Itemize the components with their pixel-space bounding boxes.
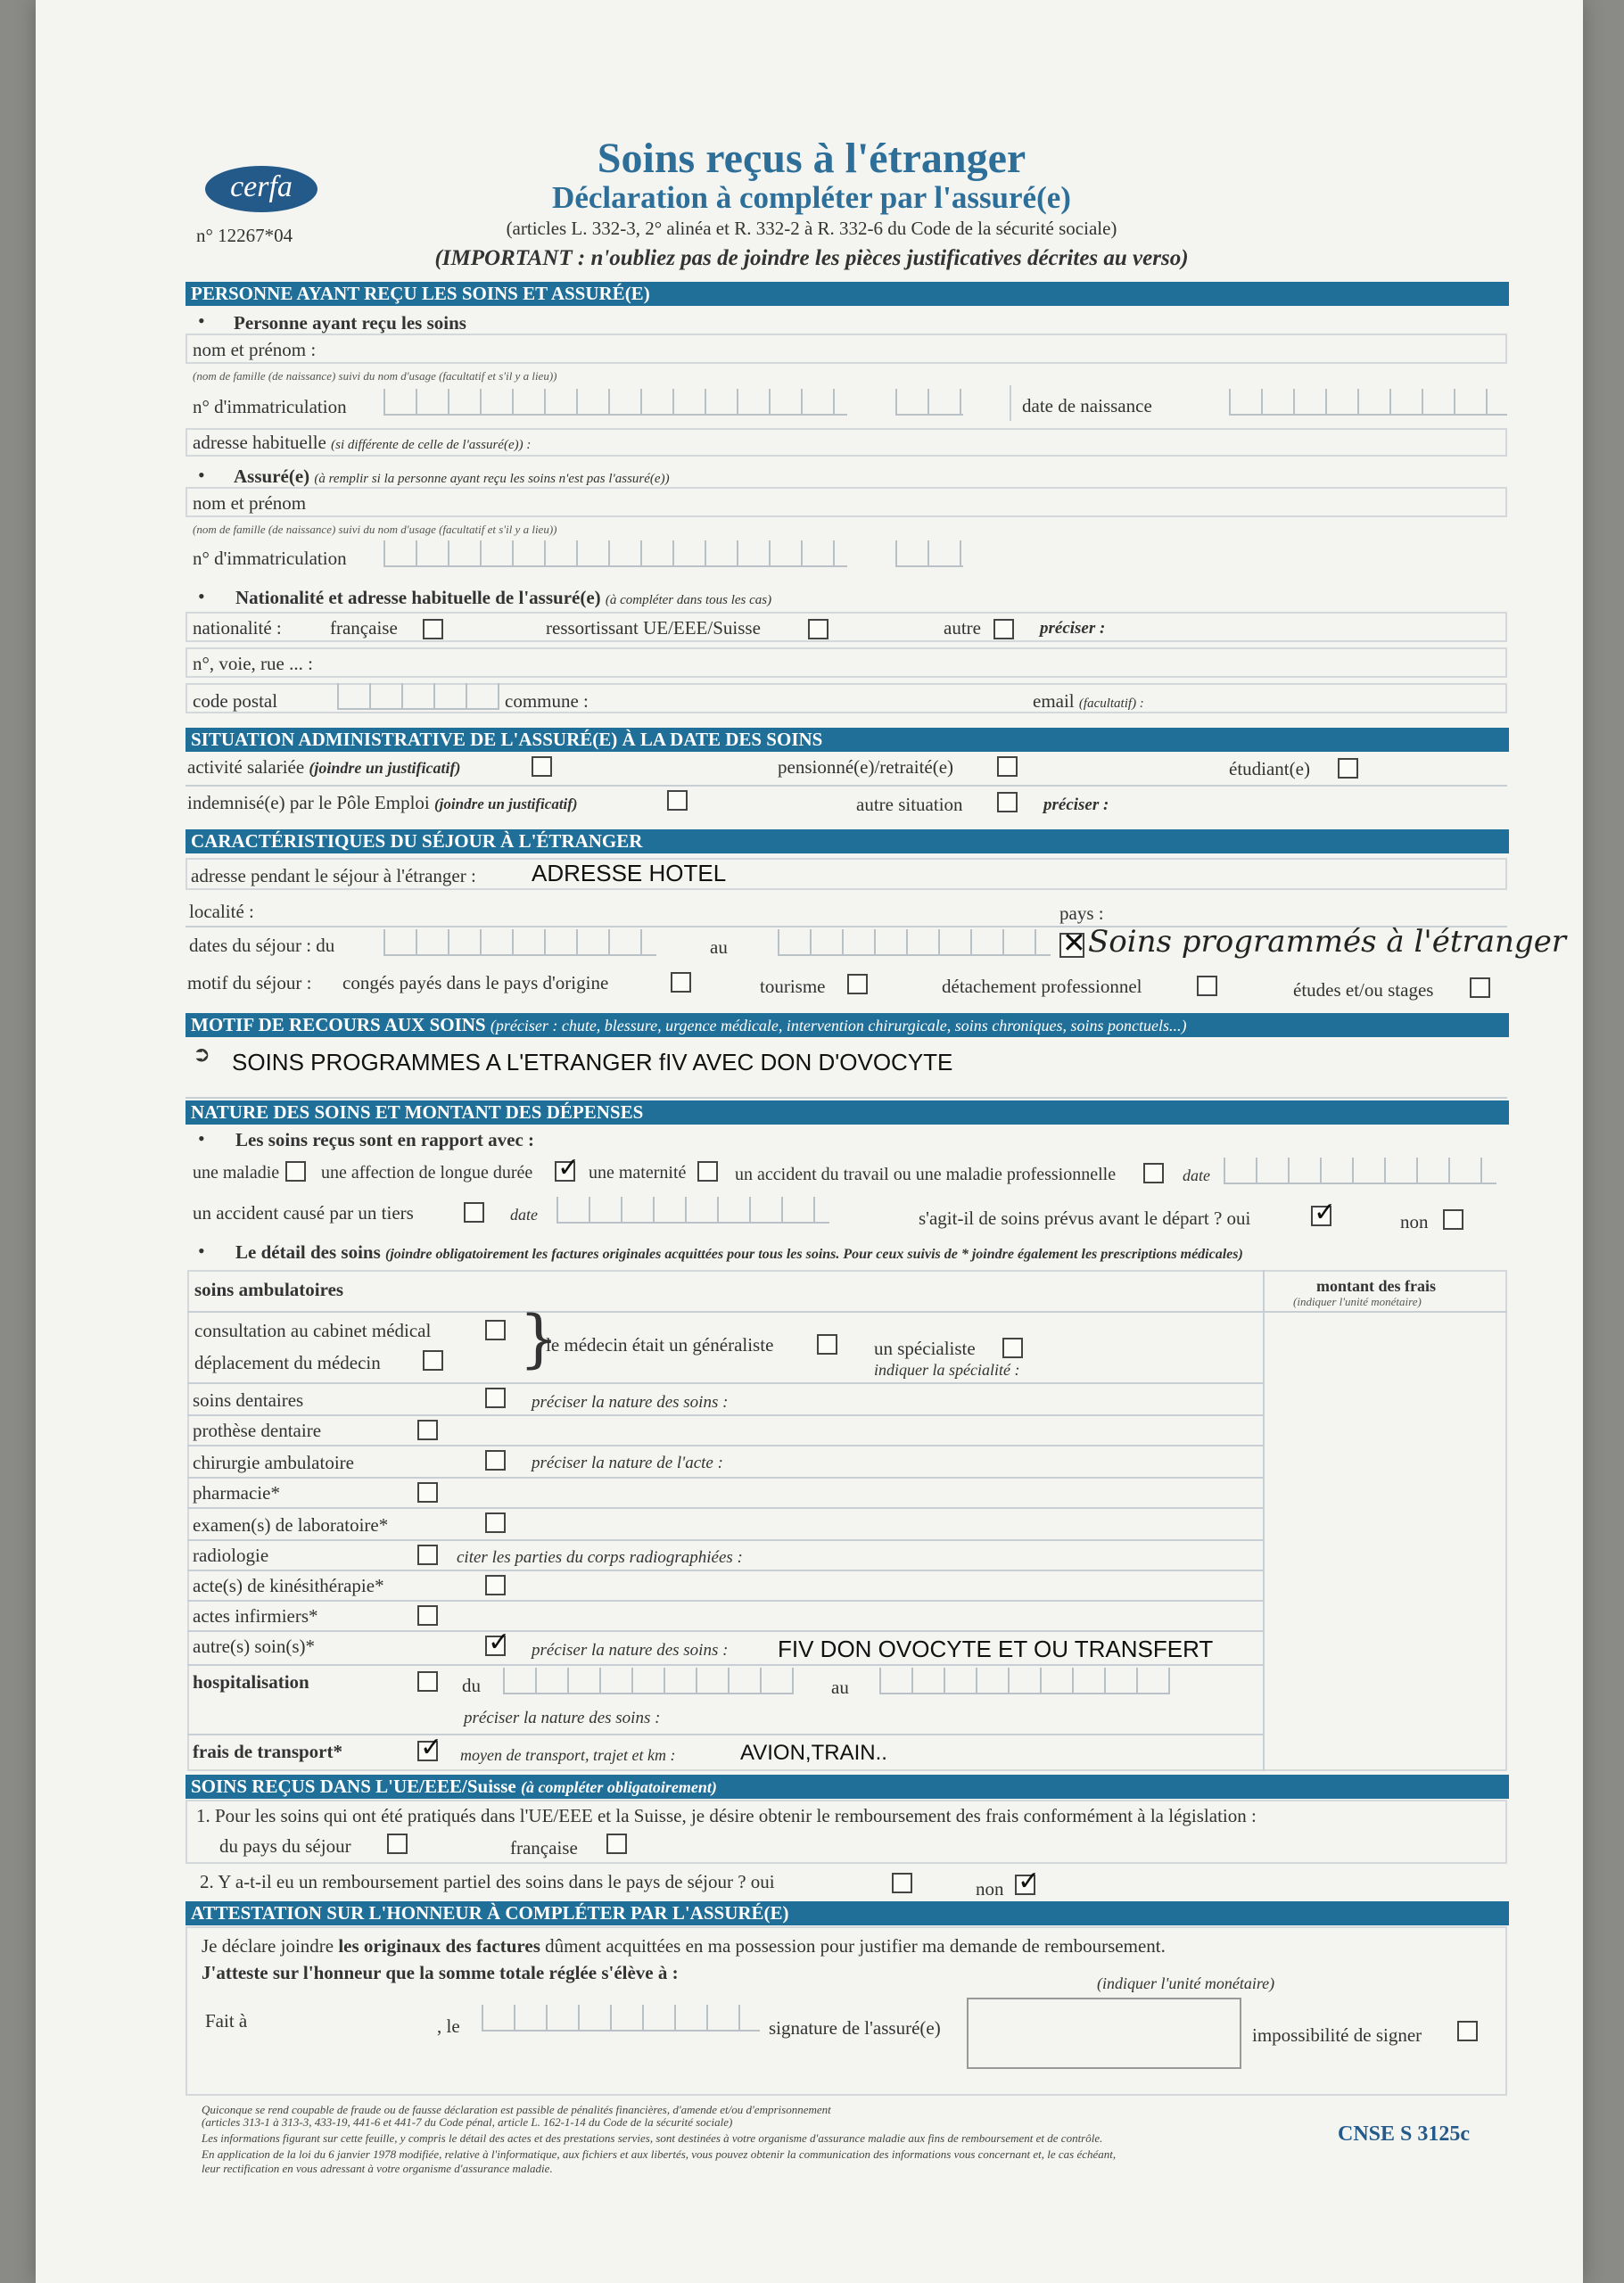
stay-dates-label: dates du séjour : du [189,935,335,956]
gp-label: le médecin était un généraliste [546,1334,774,1356]
checkmark-icon: ✓ [557,1152,581,1183]
lab-label: examen(s) de laboratoire* [193,1514,389,1536]
cannot-sign-label: impossibilité de signer [1252,2024,1422,2046]
employed-hint: (joindre un justificatif) [309,759,461,777]
divider [187,1734,1263,1735]
eu-q2-yes-checkbox[interactable] [892,1873,912,1893]
bullet-icon: • [198,1240,205,1262]
hospital-label: hospitalisation [193,1671,309,1693]
attest-line1-b: les originaux des factures [338,1935,540,1957]
divider [1010,385,1011,421]
divider [187,1414,1263,1416]
consult-checkbox[interactable] [485,1320,506,1340]
stay-to-label: au [710,936,728,958]
third-party-date-cells[interactable] [556,1197,829,1224]
other-care-hint: préciser la nature des soins : [532,1641,729,1660]
divider [187,1507,1263,1509]
reason-tourism-checkbox[interactable] [847,974,868,994]
insured-immat-cells[interactable] [383,540,847,567]
checkmark-icon: ✓ [1314,1197,1337,1228]
nationality-eu-label: ressortissant UE/EEE/Suisse [546,617,761,639]
form-subtitle: Déclaration à compléter par l'assuré(e) [552,180,1071,215]
form-code: CNSE S 3125c [1338,2122,1471,2146]
reason-secondment-checkbox[interactable] [1197,976,1217,996]
detail-heading-row [235,1241,1243,1264]
insured-immat-label: n° d'immatriculation [193,548,347,569]
band-attestation: ATTESTATION SUR L'HONNEUR À COMPLÉTER PAR L'ASSURÉ(E) [185,1901,1509,1925]
footer-line3: Les informations figurant sur cette feuille, y compris le détail des actes et des prestations servies, sont destinées à votre organisme d'assurance maladie aux fins de remboursement et de contrôle. [202,2131,1103,2145]
form-number: n° 12267*04 [196,225,293,246]
work-accident-date-label: date [1183,1166,1210,1184]
checkmark-icon: ✓ [420,1732,443,1763]
checkmark-icon: ✓ [1018,1866,1041,1897]
third-party-date-label: date [510,1206,538,1224]
eu-q1-stay-label: du pays du séjour [219,1835,351,1857]
handwritten-reason-checkbox[interactable] [1059,926,1086,960]
divider [187,1311,1507,1313]
patient-immat-label: n° d'immatriculation [193,396,347,417]
home-visit-label: déplacement du médecin [194,1352,381,1373]
other-care-label: autre(s) soin(s)* [193,1636,316,1657]
employed-label-row [187,756,460,779]
hospital-from-cells[interactable] [503,1668,794,1694]
form-title: Soins reçus à l'étranger [597,135,1026,182]
long-term-label: une affection de longue durée [321,1163,533,1183]
insured-hint: (à remplir si la personne ayant reçu les soins n'est pas l'assuré(e)) [314,472,670,486]
prosthesis-checkbox[interactable] [417,1420,438,1440]
insured-name-hint: (nom de famille (de naissance) suivi du nom d'usage (facultatif et s'il y a lieu)) [193,523,557,536]
other-situation-checkbox[interactable] [997,792,1018,812]
radiology-hint: citer les parties du corps radiographiées : [457,1548,743,1567]
planned-no-checkbox[interactable] [1443,1209,1463,1230]
planned-yes-checkbox[interactable] [1311,1197,1337,1228]
eu-q1-french-label: française [510,1837,578,1859]
eu-q2-no-checkbox[interactable] [1015,1866,1041,1897]
nationality-eu-checkbox[interactable] [808,619,828,639]
eu-q1-stay-checkbox[interactable] [387,1834,408,1854]
patient-address-label [193,432,531,454]
other-situation-precise: préciser : [1043,795,1109,814]
street-field[interactable] [185,647,1507,678]
nationality-french-label: française [330,617,398,639]
stay-to-cells[interactable] [778,929,1051,956]
divider [187,1539,1263,1541]
surgery-checkbox[interactable] [485,1450,506,1471]
nursing-label: actes infirmiers* [193,1605,318,1627]
specialty-hint: indiquer la spécialité : [874,1361,1020,1379]
insured-name-label: nom et prénom [193,492,307,514]
surgery-hint: préciser la nature de l'acte : [532,1454,723,1472]
bullet-icon: • [198,464,205,486]
nationality-other-checkbox[interactable] [993,619,1014,639]
divider [187,1477,1263,1479]
reason-studies-label: études et/ou stages [1293,979,1434,1001]
divider [187,1664,1263,1666]
consult-label: consultation au cabinet médical [194,1320,432,1341]
band-nature: NATURE DES SOINS ET MONTANT DES DÉPENSES [185,1100,1509,1125]
arrow-icon: ➲ [193,1043,211,1067]
patient-immat-cells[interactable] [383,389,847,416]
postcode-label: code postal [193,690,278,712]
legal-reference: (articles L. 332-3, 2° alinéa et R. 332-2 à R. 332-6 du Code de la sécurité sociale) [506,218,1117,239]
band-stay: CARACTÉRISTIQUES DU SÉJOUR À L'ÉTRANGER [185,829,1509,853]
student-checkbox[interactable] [1338,758,1358,779]
signature-box[interactable] [967,1998,1241,2069]
patient-address-hint: (si différente de celle de l'assuré(e)) : [331,438,532,452]
footer-line1: Quiconque se rend coupable de fraude ou de fausse déclaration est passible de pénalités financières, d'amende et/ou d'emprisonnement [202,2103,831,2116]
hospital-hint: préciser la nature des soins : [464,1709,661,1727]
divider [187,1570,1263,1571]
illness-label: une maladie [193,1163,280,1183]
dental-hint: préciser la nature des soins : [532,1393,729,1412]
date-on-label: , le [437,2015,460,2037]
transport-checkbox[interactable] [417,1732,443,1763]
postcode-cells[interactable] [337,683,499,710]
email-label: email [1033,690,1075,712]
reason-leave-checkbox[interactable] [671,972,691,993]
signature-label: signature de l'assuré(e) [769,2017,941,2039]
transport-value: AVION,TRAIN.. [740,1741,887,1765]
other-care-value: FIV DON OVOCYTE ET OU TRANSFERT [778,1636,1214,1662]
reason-secondment-label: détachement professionnel [942,976,1142,997]
nationality-hint: (à compléter dans tous les cas) [605,593,772,607]
eu-q2-no-label: non [976,1878,1004,1900]
footer-line4: En application de la loi du 6 janvier 1978 modifiée, relative à l'informatique, aux fichiers et aux libertés, vous pouvez obtenir la communication des informations vous concernant et, le cas échéant, [202,2147,1117,2161]
eu-title: SOINS REÇUS DANS L'UE/EEE/Suisse [191,1776,516,1797]
maternity-label: une maternité [589,1163,687,1183]
reason-leave-label: congés payés dans le pays d'origine [342,972,609,993]
street-label: n°, voie, rue ... : [193,653,313,674]
stay-address-label: adresse pendant le séjour à l'étranger : [191,865,476,886]
eu-question2: 2. Y a-t-il eu un remboursement partiel des soins dans le pays de séjour ? oui [200,1871,775,1892]
paper-sheet [36,0,1583,2283]
city-label: commune : [505,690,589,712]
handwritten-reason: Soins programmés à l'étranger [1088,924,1567,960]
country-label: pays : [1059,902,1104,924]
band-person: PERSONNE AYANT REÇU LES SOINS ET ASSURÉ(E) [185,282,1509,306]
stay-reason-label: motif du séjour : [187,972,312,993]
maternity-checkbox[interactable] [697,1161,718,1182]
work-accident-checkbox[interactable] [1143,1163,1164,1183]
transport-label: frais de transport* [193,1741,342,1762]
detail-hint: (joindre obligatoirement les factures originales acquittées pour tous les soins. Pour ceux suivis de * joindre également les prescriptions médicales) [385,1247,1243,1262]
patient-name-field[interactable] [185,334,1507,364]
footer-line2: (articles 313-1 à 313-3, 433-19, 441-6 et 441-7 du Code pénal, article L. 162-1-14 du Code de la sécurité sociale) [202,2115,733,2129]
retired-label: pensionné(e)/retraité(e) [778,756,954,778]
transport-hint: moyen de transport, trajet et km : [460,1746,676,1764]
patient-address-text: adresse habituelle [193,432,326,453]
important-notice: (IMPORTANT : n'oubliez pas de joindre les pièces justificatives décrites au verso) [434,246,1189,270]
hospital-to-cells[interactable] [879,1668,1170,1694]
radiology-label: radiologie [193,1545,269,1566]
unemployed-checkbox[interactable] [667,790,688,811]
band-admin: SITUATION ADMINISTRATIVE DE L'ASSURÉ(E) À LA DATE DES SOINS [185,728,1509,752]
long-term-checkbox[interactable] [555,1152,581,1183]
divider [187,1445,1263,1446]
hospital-from-label: du [462,1675,481,1696]
reason-tourism-label: tourisme [760,976,826,997]
nationality-french-checkbox[interactable] [423,619,443,639]
divider [185,785,1507,787]
cross-icon: ✕ [1062,926,1086,960]
divider [185,1097,1507,1099]
divider [187,1382,1263,1384]
retired-checkbox[interactable] [997,756,1018,777]
employed-checkbox[interactable] [532,756,552,777]
nationality-heading-row [235,587,771,609]
lab-checkbox[interactable] [485,1512,506,1533]
other-care-checkbox[interactable] [485,1627,511,1658]
amount-hint: (indiquer l'unité monétaire) [1293,1295,1422,1308]
insured-heading: Assuré(e) [234,466,310,487]
patient-name-label: nom et prénom : [193,339,317,360]
email-label-row [1033,690,1144,713]
locality-label: localité : [189,901,254,922]
attest-line1-c: dûment acquittées en ma possession pour justifier ma demande de remboursement. [540,1935,1166,1957]
patient-immat-key-cells[interactable] [895,389,963,416]
insured-name-field[interactable] [185,487,1507,517]
home-visit-checkbox[interactable] [423,1350,443,1371]
detail-heading: Le détail des soins [235,1241,381,1263]
attest-line1-a: Je déclare joindre [202,1935,339,1957]
brace-icon: } [519,1302,559,1375]
footer-line5: leur rectification en vous adressant à votre organisme d'assurance maladie. [202,2162,553,2175]
surgery-label: chirurgie ambulatoire [193,1452,354,1473]
nationality-other-label: autre [944,617,981,639]
cannot-sign-checkbox[interactable] [1457,2021,1478,2041]
specialist-checkbox[interactable] [1002,1338,1023,1358]
specialist-label: un spécialiste [874,1338,976,1359]
birth-date-cells[interactable] [1229,389,1507,416]
currency-hint: (indiquer l'unité monétaire) [1097,1974,1275,1992]
nationality-precise-label: préciser : [1040,619,1106,638]
divider [187,1630,1263,1632]
cerfa-logo: cerfa [205,166,317,212]
hospital-to-label: au [831,1677,849,1698]
dental-label: soins dentaires [193,1389,304,1411]
eu-question1: 1. Pour les soins qui ont été pratiqués dans l'UE/EEE et la Suisse, je désire obtenir le remboursement des frais conformément à la législation : [196,1805,1257,1826]
physio-label: acte(s) de kinésithérapie* [193,1575,384,1596]
illness-checkbox[interactable] [285,1161,306,1182]
divider [187,1600,1263,1602]
patient-heading: Personne ayant reçu les soins [234,312,466,334]
planned-no-label: non [1400,1211,1429,1232]
third-party-label: un accident causé par un tiers [193,1202,414,1224]
pharmacy-label: pharmacie* [193,1482,280,1504]
bullet-icon: • [198,1127,205,1150]
motive-hint: (préciser : chute, blessure, urgence médicale, intervention chirurgicale, soins chroniques, soins ponctuels...) [490,1017,1187,1034]
prosthesis-label: prothèse dentaire [193,1420,322,1441]
unemployed-label-row [187,792,578,814]
ambulatory-header: soins ambulatoires [194,1279,344,1300]
planned-question: s'agit-il de soins prévus avant le départ ? oui [919,1207,1251,1229]
attest-line1 [202,1935,1166,1957]
gp-checkbox[interactable] [817,1334,837,1355]
hospital-checkbox[interactable] [417,1671,438,1692]
band-eu [185,1775,1509,1799]
bullet-icon: • [198,309,205,332]
motive-value: SOINS PROGRAMMES A L'ETRANGER fIV AVEC DON D'OVOCYTE [232,1049,953,1076]
attest-date-cells[interactable] [482,2005,760,2032]
pharmacy-checkbox[interactable] [417,1482,438,1503]
amount-header: montant des frais [1316,1277,1436,1295]
band-motive [185,1013,1509,1037]
eu-hint: (à compléter obligatoirement) [520,1778,717,1796]
stay-from-cells[interactable] [383,929,656,956]
made-at-label: Fait à [205,2010,248,2032]
unemployed-label: indemnisé(e) par le Pôle Emploi [187,792,430,813]
third-party-checkbox[interactable] [464,1202,484,1223]
work-accident-label: un accident du travail ou une maladie professionnelle [735,1165,1117,1184]
related-heading: Les soins reçus sont en rapport avec : [235,1129,535,1150]
bullet-icon: • [198,585,205,607]
email-hint: (facultatif) : [1078,696,1144,711]
checkmark-icon: ✓ [488,1627,511,1658]
motive-title: MOTIF DE RECOURS AUX SOINS [191,1014,486,1035]
work-accident-date-cells[interactable] [1224,1158,1496,1184]
attest-line2: J'atteste sur l'honneur que la somme totale réglée s'élève à : [202,1962,679,1983]
employed-label: activité salariée [187,756,305,778]
stay-address-value: ADRESSE HOTEL [532,860,727,886]
patient-name-hint: (nom de famille (de naissance) suivi du nom d'usage (facultatif et s'il y a lieu)) [193,369,557,383]
amount-column-divider [1263,1270,1265,1771]
insured-heading-row [234,466,670,488]
eu-q1-french-checkbox[interactable] [606,1834,627,1854]
birth-date-label: date de naissance [1022,395,1152,416]
reason-studies-checkbox[interactable] [1470,977,1490,998]
dental-checkbox[interactable] [485,1388,506,1408]
physio-checkbox[interactable] [485,1575,506,1595]
nationality-label: nationalité : [193,617,282,639]
other-situation-label: autre situation [856,794,963,815]
form-sheet [143,125,1567,2176]
nationality-heading: Nationalité et adresse habituelle de l'assuré(e) [235,587,601,608]
unemployed-hint: (joindre un justificatif) [434,795,578,812]
nursing-checkbox[interactable] [417,1605,438,1626]
insured-immat-key-cells[interactable] [895,540,963,567]
radiology-checkbox[interactable] [417,1545,438,1565]
student-label: étudiant(e) [1229,758,1310,779]
